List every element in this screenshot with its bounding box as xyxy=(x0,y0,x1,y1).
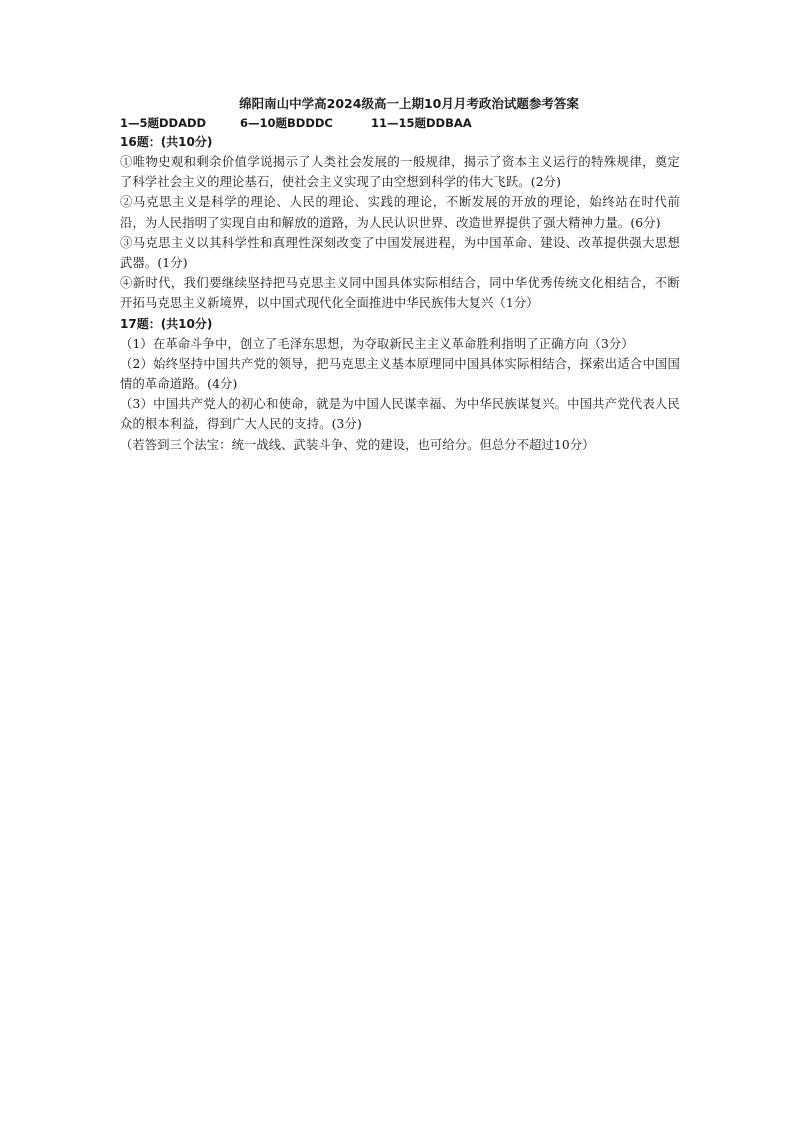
question-16-point-1: ①唯物史观和剩余价值学说揭示了人类社会发展的一般规律，揭示了资本主义运行的特殊规律，奠定了科学社会主义的理论基石，使社会主义实现了由空想到科学的伟大飞跃。(2分) xyxy=(120,155,680,190)
mc-answer-11-15: 11—15题DDBAA xyxy=(371,116,472,130)
question-17-point-2: （2）始终坚持中国共产党的领导，把马克思主义基本原理同中国具体实际相结合，探索出适合中国国情的革命道路。(4分) xyxy=(120,356,680,392)
question-17-scoring-note: （若答到三个法宝：统一战线、武装斗争、党的建设，也可给分。但总分不超过10分） xyxy=(120,437,595,452)
page-title: 绵阳南山中学高2024级高一上期10月月考政治试题参考答案 xyxy=(239,96,579,111)
question-16-point-4: ④新时代，我们要继续坚持把马克思主义同中国具体实际相结合，同中华优秀传统文化相结合，不断开拓马克思主义新境界，以中国式现代化全面推进中华民族伟大复兴（1分） xyxy=(120,276,680,311)
question-17-point-3: （3）中国共产党人的初心和使命，就是为中国人民谋幸福、为中华民族谋复兴。中国共产党代表人民众的根本利益，得到广大人民的支持。(3分) xyxy=(120,397,680,432)
question-16-heading: 16题：(共10分) xyxy=(120,135,213,149)
question-17-heading: 17题：(共10分) xyxy=(120,316,213,331)
multiple-choice-answers xyxy=(120,114,680,132)
question-16-point-2: ②马克思主义是科学的理论、人民的理论、实践的理论，不断发展的开放的理论，始终站在时代前沿，为人民指明了实现自由和解放的道路，为人民认识世界、改造世界提供了强大精神力量。(6分) xyxy=(120,195,680,230)
answer-key-page xyxy=(120,94,680,455)
mc-answer-6-10: 6—10题BDDDC xyxy=(240,116,333,130)
mc-answer-1-5: 1—5题DDADD xyxy=(120,116,207,130)
question-16-point-3: ③马克思主义以其科学性和真理性深刻改变了中国发展进程，为中国革命、建设、改革提供强大思想武器。(1分) xyxy=(120,235,680,271)
question-17-point-1: （1）在革命斗争中，创立了毛泽东思想，为夺取新民主主义革命胜利指明了正确方向（3分） xyxy=(120,336,634,351)
